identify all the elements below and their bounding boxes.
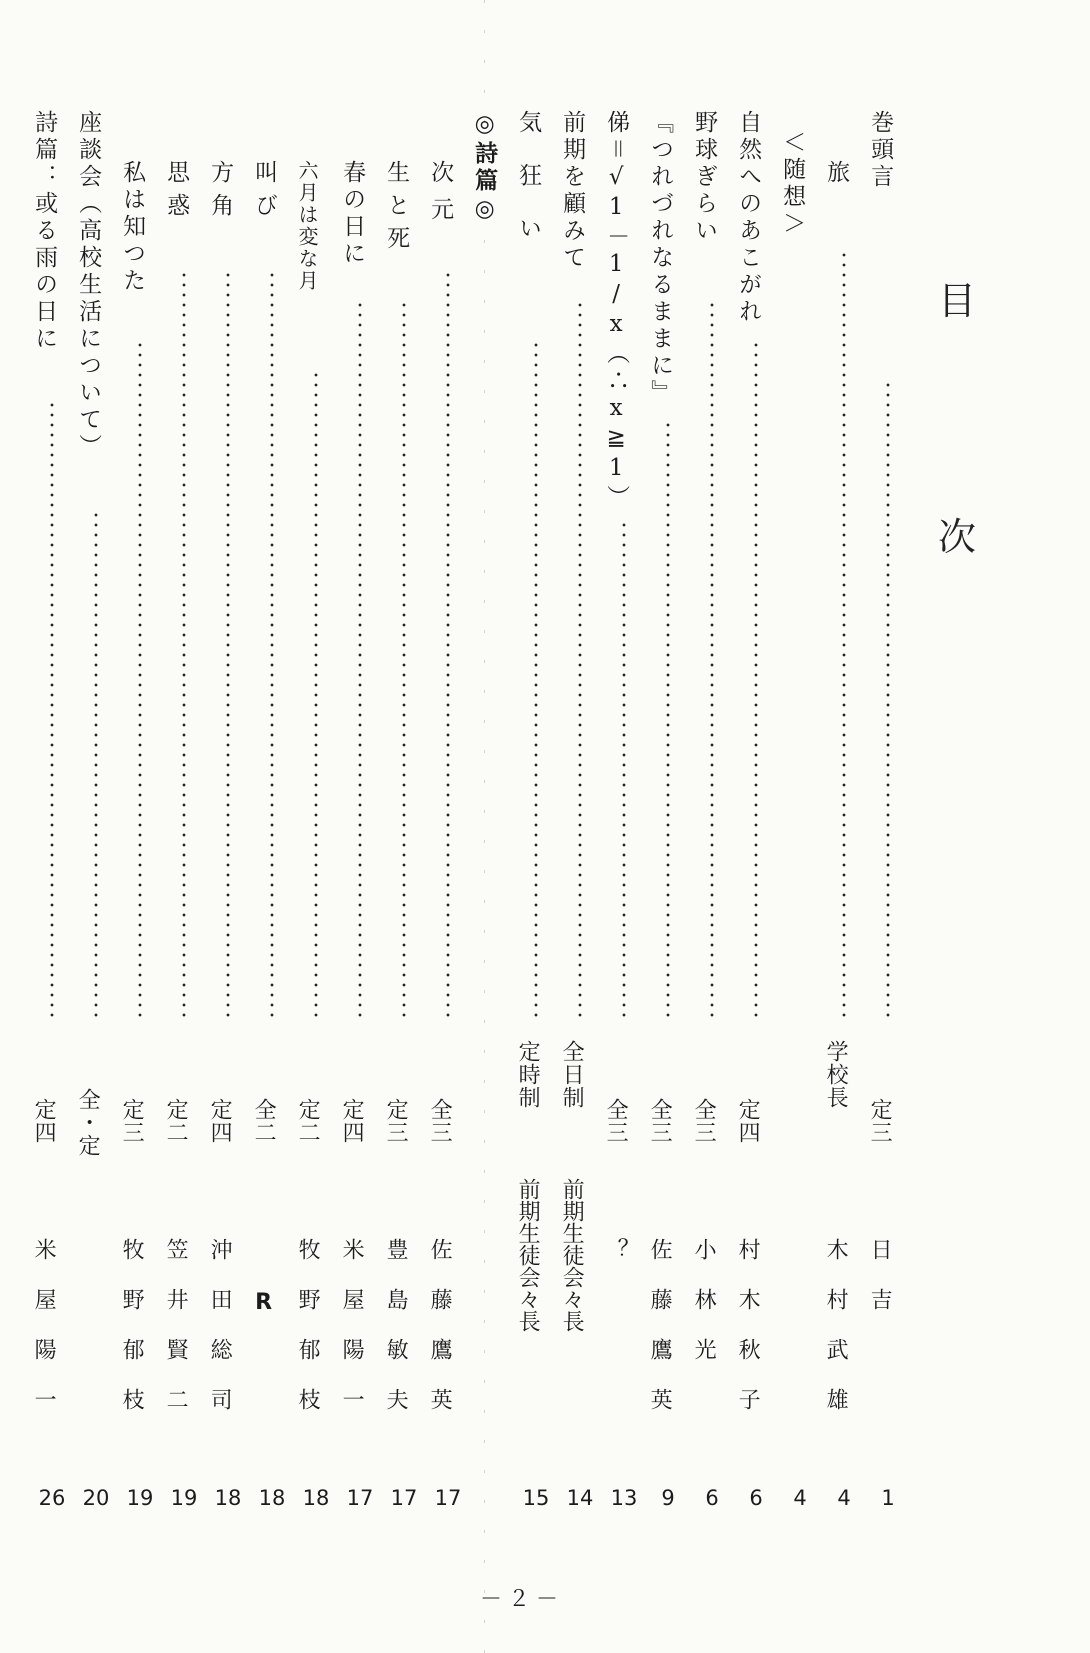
- entry-author: 佐藤鷹英: [427, 1238, 453, 1438]
- heading-char-2: 次: [938, 515, 977, 559]
- entry-page: 18: [258, 1486, 286, 1510]
- dot-leader: [710, 300, 714, 1020]
- dot-leader: [886, 380, 890, 1020]
- entry-title: 前期を顧みて: [559, 110, 586, 272]
- entry-author: 前期生徒会々長: [559, 1178, 585, 1332]
- dot-leader: [94, 510, 98, 1020]
- entry-page: 6: [705, 1486, 719, 1510]
- entry-dept: 全日制: [559, 1040, 585, 1109]
- dot-leader: [270, 270, 274, 1020]
- entry-title: 自然へのあこがれ: [735, 110, 762, 326]
- entry-author: 木村武雄: [823, 1238, 849, 1438]
- entry-title: ◎詩篇◎: [471, 110, 499, 226]
- dot-leader: [226, 270, 230, 1020]
- entry-dept: 全三: [647, 1098, 673, 1144]
- entry-author: 日吉: [867, 1238, 893, 1338]
- dot-leader: [314, 370, 318, 1020]
- entry-title: 思惑: [163, 160, 190, 226]
- entry-author: 村木秋子: [735, 1238, 761, 1438]
- entry-page: 19: [170, 1486, 198, 1510]
- entry-author: ？: [603, 1238, 629, 1288]
- entry-title: 次元: [427, 160, 454, 234]
- entry-dept: 全三: [603, 1098, 629, 1144]
- entry-page: 6: [749, 1486, 763, 1510]
- entry-page: 14: [566, 1486, 594, 1510]
- entry-page: 1: [881, 1486, 895, 1510]
- entry-author: 米屋陽一: [31, 1238, 57, 1438]
- dot-leader: [622, 520, 626, 1020]
- entry-title: 六月は変な月: [295, 160, 319, 292]
- entry-dept: 全三: [691, 1098, 717, 1144]
- entry-page: 17: [434, 1486, 462, 1510]
- entry-dept: 定四: [207, 1098, 233, 1144]
- dot-leader: [578, 300, 582, 1020]
- page-fold-line: [484, 0, 485, 1653]
- entry-dept: 定三: [383, 1098, 409, 1144]
- entry-page: 26: [38, 1486, 66, 1510]
- entry-dept: 全二: [251, 1098, 277, 1144]
- entry-page: 4: [793, 1486, 807, 1510]
- entry-page: 9: [661, 1486, 675, 1510]
- entry-author: 沖田総司: [207, 1238, 233, 1438]
- entry-title: 生と死: [383, 160, 410, 259]
- entry-title: 気狂い: [515, 110, 542, 269]
- entry-author: 前期生徒会々長: [515, 1178, 541, 1332]
- entry-page: 4: [837, 1486, 851, 1510]
- entry-title: 方角: [207, 160, 234, 226]
- entry-dept: 全三: [427, 1098, 453, 1144]
- entry-author: 牧野郁枝: [295, 1238, 321, 1438]
- entry-dept: 定二: [295, 1098, 321, 1144]
- entry-author: 米屋陽一: [339, 1238, 365, 1438]
- entry-title: 野球ぎらい: [691, 110, 718, 245]
- entry-author: 牧野郁枝: [119, 1238, 145, 1438]
- entry-page: 17: [390, 1486, 418, 1510]
- dot-leader: [50, 400, 54, 1020]
- entry-author: R: [251, 1290, 277, 1343]
- entry-title: 『つれづれなるままに』: [647, 110, 674, 407]
- entry-title: 俤＝√1－1/x（∴x≧1）: [603, 110, 630, 512]
- entry-title: 叫び: [251, 160, 278, 226]
- entry-title: 座談会（高校生活について）: [75, 110, 102, 461]
- entry-page: 17: [346, 1486, 374, 1510]
- entry-page: 18: [214, 1486, 242, 1510]
- entry-dept: 全・定: [75, 1088, 101, 1157]
- entry-author: 佐藤鷹英: [647, 1238, 673, 1438]
- dot-leader: [842, 250, 846, 1020]
- entry-dept: 定時制: [515, 1040, 541, 1109]
- entry-author: 笠井賢二: [163, 1238, 189, 1438]
- entry-dept: 定三: [867, 1098, 893, 1144]
- entry-page: 13: [610, 1486, 638, 1510]
- entry-title: 春の日に: [339, 160, 366, 268]
- entry-title: 私は知つた: [119, 160, 146, 295]
- entry-page: 19: [126, 1486, 154, 1510]
- entry-dept: 定三: [119, 1098, 145, 1144]
- entry-title: 詩篇：或る雨の日に: [31, 110, 58, 353]
- entry-page: 15: [522, 1486, 550, 1510]
- entry-author: 小林光: [691, 1238, 717, 1388]
- entry-title: ＜随想＞: [779, 130, 806, 238]
- dot-leader: [534, 340, 538, 1020]
- entry-title: 巻頭言: [867, 110, 894, 191]
- entry-dept: 学校長: [823, 1040, 849, 1109]
- entry-dept: 定四: [31, 1098, 57, 1144]
- entry-page: 18: [302, 1486, 330, 1510]
- dot-leader: [754, 340, 758, 1020]
- dot-leader: [358, 300, 362, 1020]
- dot-leader: [182, 270, 186, 1020]
- page-number: －２－: [480, 1587, 565, 1612]
- dot-leader: [666, 420, 670, 1020]
- heading-char-1: 目: [938, 279, 977, 323]
- entry-dept: 定四: [339, 1098, 365, 1144]
- dot-leader: [446, 270, 450, 1020]
- entry-page: 20: [82, 1486, 110, 1510]
- entry-dept: 定二: [163, 1098, 189, 1144]
- entry-author: 豊島敏夫: [383, 1238, 409, 1438]
- dot-leader: [402, 300, 406, 1020]
- entry-title: 旅: [823, 160, 850, 187]
- dot-leader: [138, 340, 142, 1020]
- entry-dept: 定四: [735, 1098, 761, 1144]
